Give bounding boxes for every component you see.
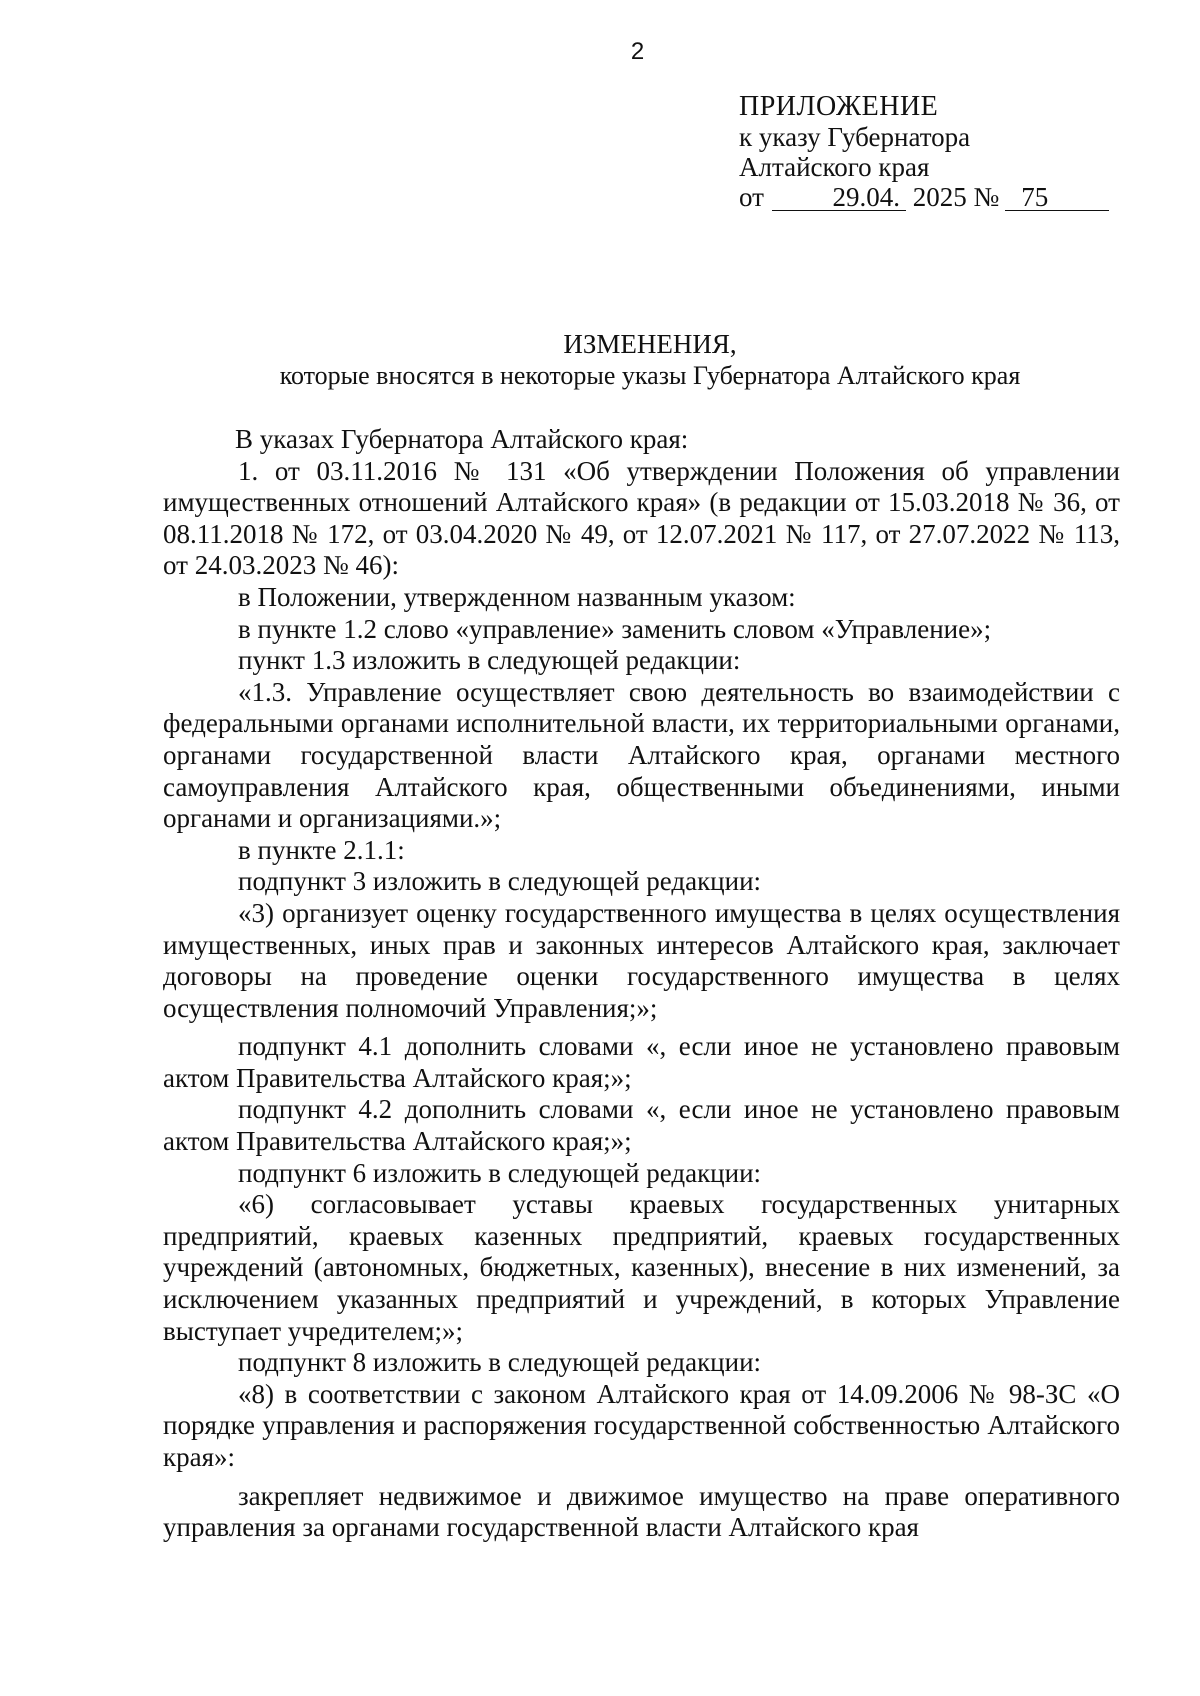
- page-number: 2: [630, 38, 645, 65]
- appendix-line-region: Алтайского края: [739, 152, 930, 182]
- document-title: [160, 328, 1140, 392]
- paragraph: в пункте 1.2 слово «управление» заменить словом «Управление»;: [238, 613, 992, 644]
- number-value: 75: [1005, 184, 1109, 211]
- paragraph: подпункт 6 изложить в следующей редакции:: [238, 1157, 762, 1188]
- document-body: [163, 424, 1120, 1544]
- paragraph-intro: В указах Губернатора Алтайского края:: [235, 424, 689, 454]
- paragraph: «6) согласовывает уставы краевых государственных унитарных предприятий, краевых казенных предприятий, краевых государственных учреждений (автономных, бюджетных, казенных), внесение в них изменений, за исключением указанных предприятий и учреждений, в которых Управление выступает учредителем;»;: [163, 1189, 1120, 1346]
- appendix-heading: ПРИЛОЖЕНИЕ: [739, 91, 939, 122]
- appendix-line-decree: к указу Губернатора: [739, 122, 971, 152]
- paragraph: подпункт 3 изложить в следующей редакции:: [238, 866, 762, 897]
- paragraph: «8) в соответствии с законом Алтайского края от 14.09.2006 № 98-ЗС «О порядке управления и распоряжения государственной собственностью Алтайского края»:: [163, 1378, 1120, 1472]
- paragraph: в Положении, утвержденном названным указом:: [238, 581, 796, 612]
- paragraph-item-1: 1. от 03.11.2016 № 131 «Об утверждении Положения об управлении имущественных отношений Алтайского края» (в редакции от 15.03.2018 № 36, от 08.11.2018 № 172, от 03.04.2020 № 49, от 12.07.2021 № 117, от 27.07.2022 № 113, от 24.03.2023 № 46):: [163, 455, 1120, 581]
- paragraph: закрепляет недвижимое и движимое имущество на праве оперативного управления за органами государственной власти Алтайского края: [163, 1480, 1120, 1543]
- title-subtitle: которые вносятся в некоторые указы Губернатора Алтайского края: [279, 361, 1021, 390]
- year-value: 2025: [912, 182, 967, 212]
- number-sign: №: [973, 182, 1000, 212]
- date-value: 29.04.: [772, 184, 906, 211]
- appendix-date-line: [739, 182, 1109, 212]
- date-prefix: от: [739, 182, 764, 212]
- paragraph: подпункт 4.1 дополнить словами «, если иное не установлено правовым актом Правительства Алтайского края;»;: [163, 1031, 1120, 1093]
- title-main: ИЗМЕНЕНИЯ,: [563, 329, 737, 359]
- paragraph: подпункт 8 изложить в следующей редакции:: [238, 1347, 762, 1378]
- paragraph: подпункт 4.2 дополнить словами «, если иное не установлено правовым актом Правительства Алтайского края;»;: [163, 1094, 1120, 1157]
- appendix-block: [739, 92, 1109, 212]
- paragraph: «1.3. Управление осуществляет свою деятельность во взаимодействии с федеральными органами исполнительной власти, их территориальными органами, органами государственной власти Алтайского края, органами местного самоуправления Алтайского края, общественными объединениями, иными органами и организациями.»;: [163, 676, 1120, 834]
- paragraph: «3) организует оценку государственного имущества в целях осуществления имущественных, иных прав и законных интересов Алтайского края, заключает договоры на проведение оценки государственного имущества в целях осуществления полномочий Управления;»;: [163, 897, 1120, 1023]
- paragraph: пункт 1.3 изложить в следующей редакции:: [238, 645, 741, 676]
- paragraph: в пункте 2.1.1:: [238, 834, 405, 865]
